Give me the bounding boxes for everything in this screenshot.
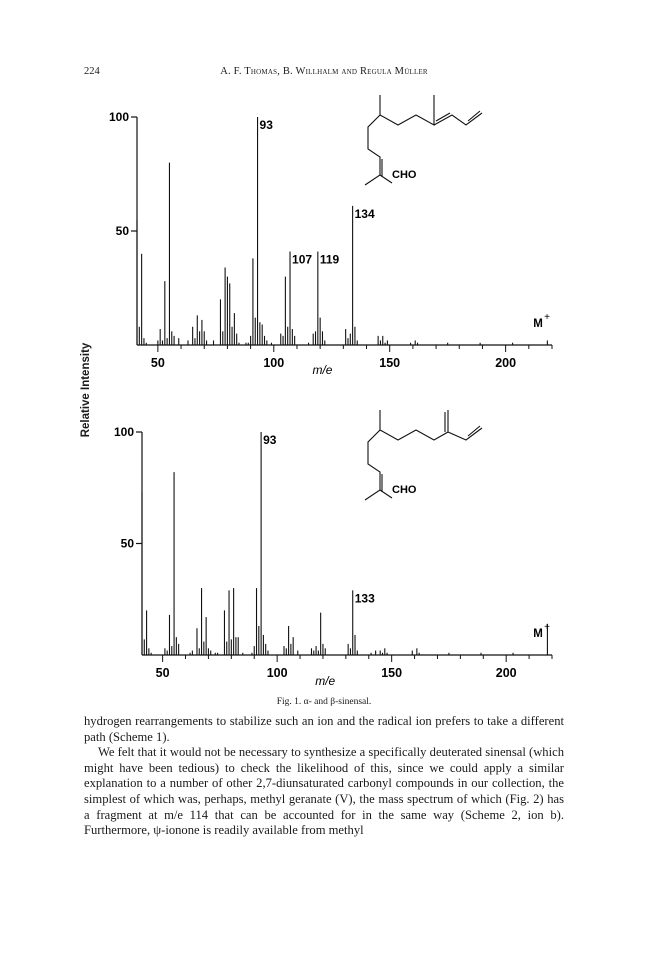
x-tick-label: 200: [495, 666, 517, 680]
molecule-cho-label: CHO: [392, 484, 417, 496]
peak-label: 134: [354, 206, 375, 221]
molecular-ion-charge: +: [544, 622, 550, 634]
skeleton-bond: [365, 95, 380, 185]
x-axis-label: m/e: [312, 363, 333, 377]
paragraph: hydrogen rearrangements to stabilize such an ion and the radical ion prefers to take a different path (Scheme 1).: [84, 714, 564, 744]
peak-label: 119: [319, 252, 340, 267]
x-tick-label: 100: [266, 666, 288, 680]
skeleton-bond: [365, 410, 380, 500]
skeleton-bond: [380, 95, 482, 125]
molecular-ion-label: M: [533, 317, 543, 330]
mass-spectrum-beta: [0, 410, 648, 700]
author-line: A. F. Thomas, B. Willhalm and Regula Müller: [220, 66, 428, 77]
skeleton-bond: [380, 490, 392, 498]
paragraph: We felt that it would not be necessary to synthesize a specifically deuterated sinensal (which might have been tedious) to check the likelihood of this, since we could apply a similar explanation to a number of other 2,7-diunsaturated carbonyl compounds in our collection, the simplest of which was, perhaps, methyl geranate (V), the mass spectrum of which (Fig. 2) has a fragment at m/e 114 that can be accounted for in the same way (Scheme 2, ion b). Furthermore, ψ-ionone is readily available from methyl: [84, 745, 564, 838]
molecular-ion-label: M: [533, 628, 543, 641]
molecular-ion-charge: +: [544, 311, 550, 323]
peak-label: 93: [259, 118, 273, 132]
molecule-cho-label: CHO: [392, 169, 417, 181]
y-axis-label: Relative Intensity: [80, 342, 92, 438]
mass-spectrum-alpha: [0, 95, 648, 395]
molecule-structure: [365, 95, 482, 185]
peak-label: 107: [292, 252, 313, 267]
y-tick-label: 50: [115, 224, 129, 238]
x-tick-label: 150: [379, 356, 401, 370]
x-tick-label: 150: [381, 666, 403, 680]
y-tick-label: 100: [108, 110, 129, 124]
body-text: [84, 714, 564, 839]
page-number: 224: [84, 66, 100, 77]
peak-label: 93: [263, 433, 277, 447]
x-tick-label: 50: [150, 356, 165, 370]
skeleton-bond: [380, 410, 482, 440]
x-axis-label: m/e: [315, 674, 336, 688]
x-tick-label: 100: [263, 356, 285, 370]
molecule-structure: [365, 410, 482, 500]
skeleton-bond: [380, 175, 392, 183]
y-tick-label: 100: [113, 425, 134, 439]
peak-label: 133: [354, 591, 375, 606]
x-tick-label: 50: [155, 666, 170, 680]
y-tick-label: 50: [120, 536, 134, 551]
figure-caption: Fig. 1. α- and β-sinensal.: [276, 697, 372, 707]
x-tick-label: 200: [495, 356, 517, 370]
